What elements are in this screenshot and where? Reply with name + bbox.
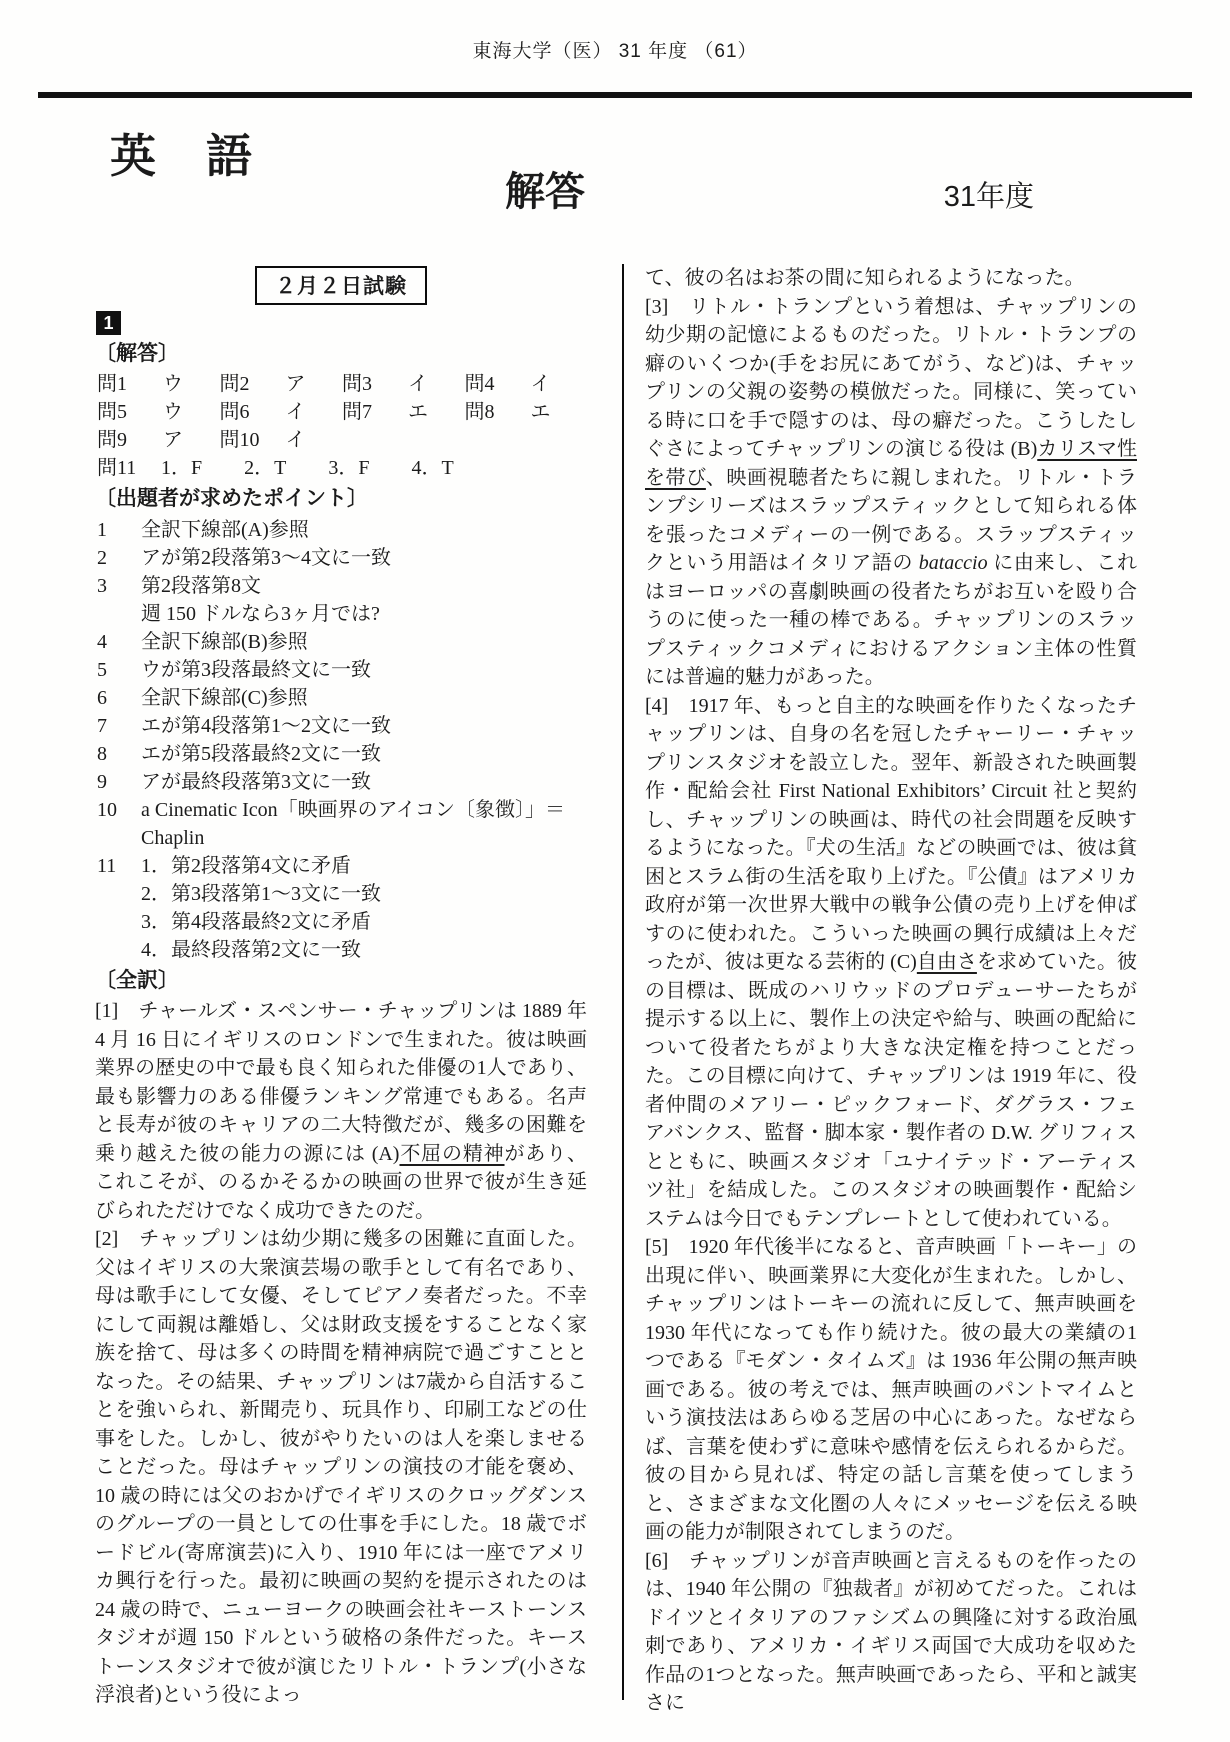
point-content xyxy=(141,740,587,768)
point-item xyxy=(97,768,587,796)
point-content xyxy=(141,768,587,796)
header-rule xyxy=(38,92,1192,98)
answer-item xyxy=(342,398,465,426)
answers-heading: 〔解答〕 xyxy=(95,342,179,365)
point-content xyxy=(141,852,587,964)
text-run: [5] 1920 年代後半になると、音声映画「トーキー」の出現に伴い、映画業界に大変化が生まれた。しかし、チャップリンはトーキーの流れに反して、無声映画を 1930 年代になっても作り続けた。彼の最大の業績の1つである『モダン・タイムズ』は 1936 年公開の無声映画である。彼の考えでは、無声映画のパントマイムという演技法はあらゆる芝居の中心にあった。なぜならば、言葉を使わずに意味や感情を伝えられるからだ。彼の目から見れば、特定の話し言葉を使ってしまうと、さまざまな文化圏の人々にメッセージを伝える映画の能力が制限されてしまうのだ。 xyxy=(645,1236,1137,1543)
point-line: 全訳下線部(C)参照 xyxy=(141,687,308,709)
question-label: 問9 xyxy=(97,429,127,451)
question-11-answers xyxy=(161,454,454,482)
section-number-badge: 1 xyxy=(96,311,121,335)
right-column xyxy=(645,264,1137,1718)
column-divider xyxy=(622,264,624,1700)
point-number: 1 xyxy=(97,519,107,541)
text-run: [1] チャールズ・スペンサー・チャップリンは 1889 年 4 月 16 日にイギリスのロンドンで生まれた。彼は映画業界の歴史の中で最も良く知られた俳優の1人であり、最も影響力のある俳優ランキング常連でもある。名声と長寿が彼のキャリアの二大特徴だが、幾多の困難を乗り越えた彼の能力の源には (A) xyxy=(95,1000,587,1165)
point-number: 7 xyxy=(97,715,107,737)
answer-row xyxy=(97,426,587,454)
question-11-row xyxy=(97,454,587,482)
point-line: a Cinematic Icon「映画界のアイコン〔象徴〕」＝ xyxy=(141,799,566,821)
answer-value: 4．T xyxy=(411,457,454,479)
italic-term: bataccio xyxy=(918,552,988,574)
answer-item xyxy=(220,370,343,398)
answer-item xyxy=(220,398,343,426)
point-number: 2 xyxy=(97,547,107,569)
question-label: 問7 xyxy=(342,401,372,423)
point-line: エが第4段落第1～2文に一致 xyxy=(141,715,391,737)
answers-title: 解答 xyxy=(505,170,585,214)
question-label: 問1 xyxy=(97,373,127,395)
point-item xyxy=(97,656,587,684)
answer-item xyxy=(97,426,220,454)
translation-heading: 〔全訳〕 xyxy=(95,969,179,992)
point-line: 全訳下線部(B)参照 xyxy=(141,631,308,653)
point-line: 4．最終段落第2文に一致 xyxy=(141,939,361,961)
text-run: があり、これこそが、のるかそるかの映画の世界で彼が生き延びられただけでなく成功できたのだ。 xyxy=(95,1142,588,1222)
answer-value: 1．F xyxy=(161,457,203,479)
answer-value: エ xyxy=(408,401,428,423)
point-content xyxy=(141,656,587,684)
answer-item xyxy=(465,370,588,398)
text-run: 、映画視聴者たちに親しまれた。リトル・トランプシリーズはスラップスティックとして知られる体を張ったコメディーの一例である。スラップスティックという用語はイタリア語の xyxy=(645,466,1138,574)
point-item xyxy=(97,516,587,544)
question-label: 問5 xyxy=(97,401,127,423)
question-label: 問11 xyxy=(97,457,137,479)
answer-value: イ xyxy=(530,373,551,395)
text-run: に由来し、これはヨーロッパの喜劇映画の役者たちがお互いを殴り合うのに使った一種の棒である。チャップリンのスラップスティックコメディにおけるアクション主体の性質には普遍的魅力があった。 xyxy=(645,552,1137,688)
points-list xyxy=(97,516,587,964)
answer-item xyxy=(97,370,220,398)
point-line: ウが第3段落最終文に一致 xyxy=(141,659,371,681)
point-number: 3 xyxy=(97,575,107,597)
point-line: エが第5段落最終2文に一致 xyxy=(141,743,381,765)
point-item xyxy=(97,796,587,852)
translation-paragraph xyxy=(645,293,1137,692)
translation-paragraph xyxy=(645,264,1137,293)
point-number: 10 xyxy=(97,799,117,821)
point-line: 2．第3段落第1～3文に一致 xyxy=(141,883,381,905)
answer-value: 3．F xyxy=(328,457,370,479)
year-label: 31年度 xyxy=(943,181,1034,213)
answer-value: 2．T xyxy=(244,457,287,479)
point-item xyxy=(97,852,587,964)
answer-row xyxy=(97,370,587,398)
point-number: 8 xyxy=(97,743,107,765)
question-label: 問3 xyxy=(342,373,372,395)
question-label: 問4 xyxy=(464,373,495,395)
answer-item xyxy=(342,370,465,398)
translation-left xyxy=(95,997,587,1710)
point-content xyxy=(141,516,587,544)
point-item xyxy=(97,544,587,572)
answer-value: イ xyxy=(408,373,428,395)
text-run: [3] リトル・トランプという着想は、チャップリンの幼少期の記憶によるものだった。リトル・トランプの癖のいくつか(手をお尻にあてがう、など)は、チャップリンの父親の姿勢の模倣だった。同様に、笑っている時に口を手で隠すのは、母の癖だった。こうしたしぐさによってチャップリンの演じる役は (B) xyxy=(645,295,1137,460)
answer-row xyxy=(97,398,587,426)
answer-item xyxy=(465,398,588,426)
answer-value: イ xyxy=(285,401,306,423)
translation-right xyxy=(645,264,1137,1718)
point-line: 1．第2段落第4文に矛盾 xyxy=(141,855,351,877)
point-content xyxy=(141,712,587,740)
translation-paragraph xyxy=(645,692,1137,1234)
exam-date-box: ２月２日試験 xyxy=(255,266,427,305)
answer-value: ウ xyxy=(163,373,183,395)
answer-item xyxy=(220,426,343,454)
point-line: 第2段落第8文 xyxy=(141,575,261,597)
underlined-phrase: 不屈の精神 xyxy=(399,1142,505,1165)
answer-value: ア xyxy=(163,429,183,451)
point-number: 9 xyxy=(97,771,107,793)
underlined-phrase: 自由さ xyxy=(916,951,977,973)
translation-paragraph xyxy=(95,1225,587,1710)
point-content xyxy=(141,572,587,628)
answer-item xyxy=(97,398,220,426)
question-label: 問10 xyxy=(219,429,260,451)
point-item xyxy=(97,684,587,712)
point-item xyxy=(97,740,587,768)
point-content xyxy=(141,544,587,572)
point-number: 4 xyxy=(97,631,107,653)
underlined-phrase: カリスマ性を帯び xyxy=(645,438,1137,489)
point-line: アが第2段落第3～4文に一致 xyxy=(141,547,391,569)
subject-title: 英 語 xyxy=(110,130,254,182)
translation-paragraph xyxy=(95,997,587,1225)
point-line: 週 150 ドルなら3ヶ月では? xyxy=(141,603,380,625)
point-item xyxy=(97,572,587,628)
point-item xyxy=(97,712,587,740)
question-label: 問6 xyxy=(219,401,250,423)
translation-paragraph xyxy=(645,1547,1137,1718)
point-item xyxy=(97,628,587,656)
answer-grid xyxy=(97,370,587,454)
translation-paragraph xyxy=(645,1233,1137,1547)
text-run: て、彼の名はお茶の間に知られるようになった。 xyxy=(645,267,1085,289)
text-run: を求めていた。彼の目標は、既成のハリウッドのプロデューサーたちが提示する以上に、製作上の決定や給与、映画の配給について役者たちがより大きな決定権を持つことだった。この目標に向けて、チャップリンは 1919 年に、役者仲間のメアリー・ピックフォード、ダグラス・フェアバンクス、監督・脚本家・製作者の D.W. グリフィスとともに、映画スタジオ「ユナイテッド・アーティスツ社」を結成した。このスタジオの映画製作・配給システムは今日でもテンプレートとして使われている。 xyxy=(645,951,1138,1230)
point-content xyxy=(141,796,587,852)
point-content xyxy=(141,684,587,712)
point-line: 3．第4段落最終2文に矛盾 xyxy=(141,911,371,933)
page-header: 東海大学（医） 31 年度 （61） xyxy=(472,41,758,62)
text-run: [6] チャップリンが音声映画と言えるものを作ったのは、1940 年公開の『独裁者』が初めてだった。これはドイツとイタリアのファシズムの興隆に対する政治風刺であり、アメリカ・イギリス両国で大成功を収めた作品の1つとなった。無声映画であったら、平和と誠実さに xyxy=(645,1549,1137,1714)
point-line: 全訳下線部(A)参照 xyxy=(141,519,309,541)
point-number: 11 xyxy=(97,855,117,877)
text-run: [4] 1917 年、もっと自主的な映画を作りたくなったチャップリンは、自身の名を冠したチャーリー・チャップリンスタジオを設立した。翌年、新設された映画製作・配給会社 First National Exhibitors’ Circuit 社と契約し、チャップリンの映画は、時代の社会問題を反映するようになった。『犬の生活』などの映画では、彼は貧困とスラム街の生活を取り上げた。『公債』はアメリカ政府が第一次世界大戦中の戦争公債の売り上げを伸ばすのに使われた。こういった映画の興行成績は上々だったが、彼は更なる芸術的 (C) xyxy=(645,694,1137,973)
answer-value: イ xyxy=(285,429,306,451)
answer-value: エ xyxy=(530,401,551,423)
point-content xyxy=(141,628,587,656)
point-number: 6 xyxy=(97,687,107,709)
answer-value: ア xyxy=(285,373,306,395)
answer-value: ウ xyxy=(163,401,183,423)
point-line: Chaplin xyxy=(141,827,205,849)
point-line: アが最終段落第3文に一致 xyxy=(141,771,371,793)
text-run: [2] チャップリンは幼少期に幾多の困難に直面した。父はイギリスの大衆演芸場の歌手として有名であり、母は歌手にして女優、そしてピアノ奏者だった。不幸にして両親は離婚し、父は財政支援をすることなく家族を捨て、母は多くの時間を精神病院で過ごすこととなった。その結果、チャップリンは7歳から自活することを強いられ、新聞売り、玩具作り、印刷工などの仕事をした。しかし、彼がやりたいのは人を楽しませることだった。母はチャップリンの演技の才能を褒め、10 歳の時には父のおかげでイギリスのクロッグダンスのグループの一員としての仕事を手にした。18 歳でボードビル(寄席演芸)に入り、1910 年には一座でアメリカ興行を行った。最初に映画の契約を提示されたのは 24 歳の時で、ニューヨークの映画会社キーストーンスタジオが週 150 ドルという破格の条件だった。キーストーンスタジオで彼が演じたリトル・トランプ(小さな浮浪者)という役によっ xyxy=(95,1228,587,1706)
point-number: 5 xyxy=(97,659,107,681)
question-label: 問2 xyxy=(219,373,250,395)
points-heading: 〔出題者が求めたポイント〕 xyxy=(95,487,368,510)
left-column xyxy=(95,264,587,1710)
question-label: 問8 xyxy=(464,401,495,423)
